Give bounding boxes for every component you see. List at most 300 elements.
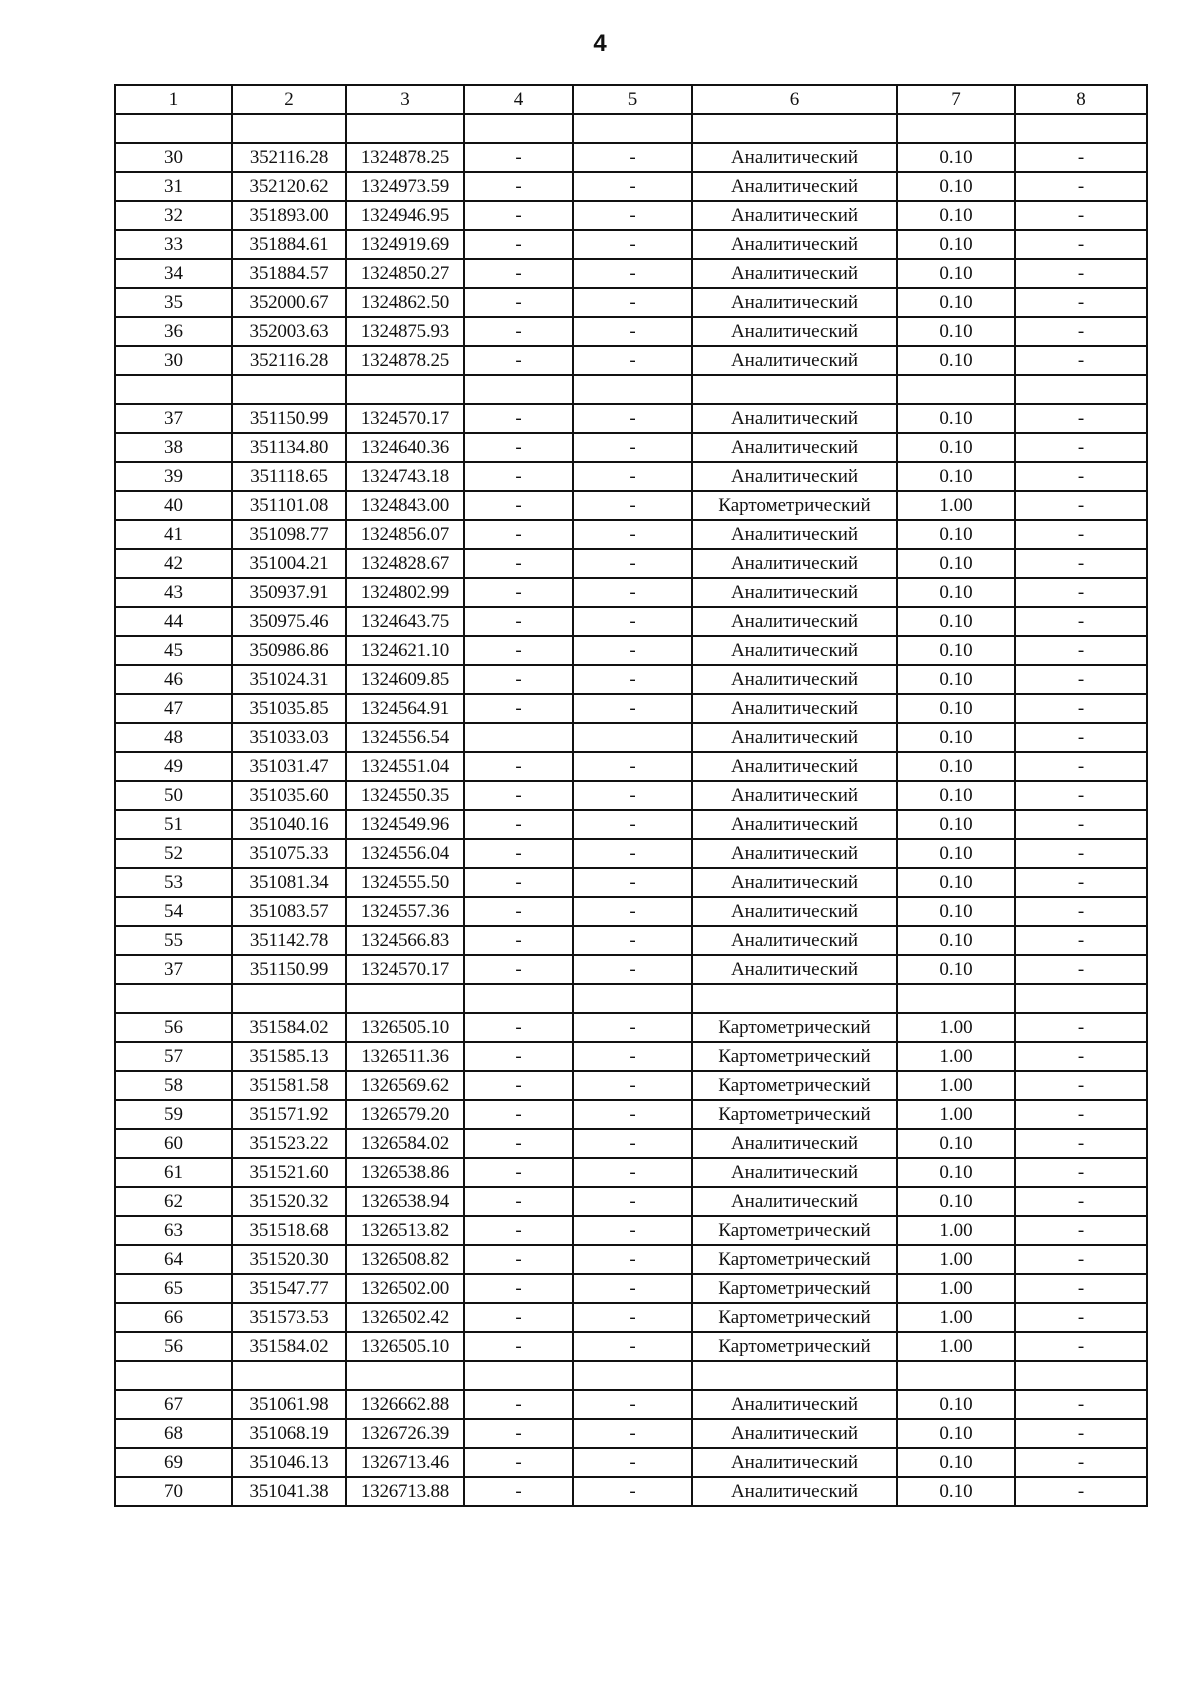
accuracy-cell: 0.10: [897, 172, 1015, 201]
column-5-cell: -: [573, 1419, 692, 1448]
point-number-cell: 37: [115, 955, 232, 984]
table-row: [115, 578, 1147, 607]
coordinate-y-cell: 1324570.17: [346, 404, 464, 433]
column-8-cell: -: [1015, 1129, 1147, 1158]
column-4-cell: -: [464, 1042, 573, 1071]
method-cell: Аналитический: [692, 549, 897, 578]
accuracy-cell: 0.10: [897, 1477, 1015, 1506]
method-cell: Аналитический: [692, 1448, 897, 1477]
table-row: [115, 1303, 1147, 1332]
column-header: 6: [692, 85, 897, 114]
column-5-cell: -: [573, 636, 692, 665]
point-number-cell: 68: [115, 1419, 232, 1448]
point-number-cell: 65: [115, 1274, 232, 1303]
table-header-row: [115, 85, 1147, 114]
column-8-cell: -: [1015, 317, 1147, 346]
table-row: [115, 549, 1147, 578]
column-4-cell: -: [464, 1071, 573, 1100]
method-cell: Картометрический: [692, 1042, 897, 1071]
column-8-cell: -: [1015, 897, 1147, 926]
column-5-cell: -: [573, 549, 692, 578]
point-number-cell: 67: [115, 1390, 232, 1419]
table-separator-row: [115, 375, 1147, 404]
method-cell: Картометрический: [692, 1245, 897, 1274]
column-8-cell: -: [1015, 1245, 1147, 1274]
column-4-cell: -: [464, 926, 573, 955]
column-5-cell: -: [573, 926, 692, 955]
column-8-cell: -: [1015, 1216, 1147, 1245]
column-4-cell: -: [464, 317, 573, 346]
table-row: [115, 404, 1147, 433]
coordinate-x-cell: 351585.13: [232, 1042, 346, 1071]
coordinate-x-cell: 351041.38: [232, 1477, 346, 1506]
point-number-cell: 56: [115, 1013, 232, 1042]
coordinate-y-cell: 1326502.00: [346, 1274, 464, 1303]
column-4-cell: -: [464, 1332, 573, 1361]
point-number-cell: 58: [115, 1071, 232, 1100]
coordinate-x-cell: 351033.03: [232, 723, 346, 752]
method-cell: Аналитический: [692, 926, 897, 955]
coordinate-y-cell: 1324878.25: [346, 346, 464, 375]
point-number-cell: 33: [115, 230, 232, 259]
coordinate-y-cell: 1324843.00: [346, 491, 464, 520]
column-8-cell: -: [1015, 404, 1147, 433]
table-row: [115, 897, 1147, 926]
column-8-cell: -: [1015, 1448, 1147, 1477]
column-5-cell: -: [573, 1042, 692, 1071]
method-cell: Аналитический: [692, 578, 897, 607]
column-4-cell: -: [464, 868, 573, 897]
table-row: [115, 1158, 1147, 1187]
column-5-cell: [573, 114, 692, 143]
column-header: 5: [573, 85, 692, 114]
column-8-cell: -: [1015, 665, 1147, 694]
column-5-cell: -: [573, 1216, 692, 1245]
column-4-cell: -: [464, 1245, 573, 1274]
column-header: 3: [346, 85, 464, 114]
column-5-cell: -: [573, 839, 692, 868]
method-cell: Аналитический: [692, 955, 897, 984]
column-5-cell: -: [573, 665, 692, 694]
column-8-cell: -: [1015, 1187, 1147, 1216]
column-4-cell: -: [464, 810, 573, 839]
column-8-cell: [1015, 114, 1147, 143]
coordinate-y-cell: 1326569.62: [346, 1071, 464, 1100]
method-cell: Аналитический: [692, 201, 897, 230]
accuracy-cell: 1.00: [897, 1100, 1015, 1129]
coordinate-y-cell: 1324557.36: [346, 897, 464, 926]
column-5-cell: -: [573, 172, 692, 201]
point-number-cell: 44: [115, 607, 232, 636]
column-5-cell: -: [573, 1013, 692, 1042]
column-4-cell: -: [464, 433, 573, 462]
coordinate-x-cell: 351884.61: [232, 230, 346, 259]
coordinate-x-cell: [232, 984, 346, 1013]
accuracy-cell: 0.10: [897, 926, 1015, 955]
column-5-cell: -: [573, 1448, 692, 1477]
method-cell: Аналитический: [692, 462, 897, 491]
point-number-cell: 50: [115, 781, 232, 810]
method-cell: Аналитический: [692, 1419, 897, 1448]
point-number-cell: 69: [115, 1448, 232, 1477]
table-row: [115, 1390, 1147, 1419]
column-4-cell: -: [464, 404, 573, 433]
coordinate-y-cell: 1326713.88: [346, 1477, 464, 1506]
column-8-cell: -: [1015, 694, 1147, 723]
column-4-cell: -: [464, 665, 573, 694]
column-5-cell: -: [573, 1129, 692, 1158]
column-8-cell: [1015, 1361, 1147, 1390]
accuracy-cell: 1.00: [897, 1332, 1015, 1361]
column-4-cell: [464, 114, 573, 143]
accuracy-cell: 1.00: [897, 1216, 1015, 1245]
column-5-cell: -: [573, 1158, 692, 1187]
column-4-cell: -: [464, 578, 573, 607]
table-row: [115, 1100, 1147, 1129]
column-5-cell: -: [573, 781, 692, 810]
method-cell: Аналитический: [692, 1187, 897, 1216]
coordinate-y-cell: 1324609.85: [346, 665, 464, 694]
coordinate-y-cell: 1326505.10: [346, 1013, 464, 1042]
method-cell: Аналитический: [692, 288, 897, 317]
column-8-cell: -: [1015, 143, 1147, 172]
coordinate-x-cell: 351061.98: [232, 1390, 346, 1419]
coordinate-x-cell: 351134.80: [232, 433, 346, 462]
point-number-cell: 53: [115, 868, 232, 897]
column-8-cell: -: [1015, 230, 1147, 259]
point-number-cell: 48: [115, 723, 232, 752]
point-number-cell: 45: [115, 636, 232, 665]
column-8-cell: [1015, 375, 1147, 404]
method-cell: [692, 984, 897, 1013]
column-5-cell: -: [573, 201, 692, 230]
column-8-cell: -: [1015, 491, 1147, 520]
point-number-cell: 57: [115, 1042, 232, 1071]
table-row: [115, 317, 1147, 346]
coordinate-x-cell: [232, 114, 346, 143]
column-4-cell: [464, 375, 573, 404]
table-row: [115, 868, 1147, 897]
method-cell: Аналитический: [692, 317, 897, 346]
coordinate-y-cell: 1324550.35: [346, 781, 464, 810]
coordinate-x-cell: 350937.91: [232, 578, 346, 607]
table-row: [115, 172, 1147, 201]
point-number-cell: 60: [115, 1129, 232, 1158]
column-4-cell: [464, 1361, 573, 1390]
coordinate-x-cell: 351081.34: [232, 868, 346, 897]
method-cell: Аналитический: [692, 1129, 897, 1158]
coordinate-y-cell: 1324875.93: [346, 317, 464, 346]
column-5-cell: -: [573, 259, 692, 288]
coordinate-x-cell: 351584.02: [232, 1013, 346, 1042]
method-cell: Аналитический: [692, 665, 897, 694]
accuracy-cell: 0.10: [897, 1448, 1015, 1477]
column-5-cell: [573, 1361, 692, 1390]
coordinate-x-cell: 351046.13: [232, 1448, 346, 1477]
table-row: [115, 1274, 1147, 1303]
coordinate-y-cell: 1326662.88: [346, 1390, 464, 1419]
coordinate-y-cell: 1326538.94: [346, 1187, 464, 1216]
column-4-cell: -: [464, 491, 573, 520]
column-5-cell: -: [573, 1390, 692, 1419]
method-cell: Картометрический: [692, 1100, 897, 1129]
method-cell: Аналитический: [692, 810, 897, 839]
column-5-cell: -: [573, 1477, 692, 1506]
column-8-cell: [1015, 984, 1147, 1013]
coordinate-x-cell: 351035.60: [232, 781, 346, 810]
column-5-cell: -: [573, 1274, 692, 1303]
coordinate-y-cell: [346, 984, 464, 1013]
coordinate-y-cell: 1324856.07: [346, 520, 464, 549]
table-row: [115, 433, 1147, 462]
column-5-cell: -: [573, 1245, 692, 1274]
method-cell: [692, 375, 897, 404]
accuracy-cell: 0.10: [897, 868, 1015, 897]
column-8-cell: -: [1015, 636, 1147, 665]
column-4-cell: -: [464, 781, 573, 810]
column-8-cell: -: [1015, 1100, 1147, 1129]
accuracy-cell: 0.10: [897, 404, 1015, 433]
table-row: [115, 288, 1147, 317]
column-8-cell: -: [1015, 288, 1147, 317]
column-4-cell: -: [464, 636, 573, 665]
point-number-cell: 61: [115, 1158, 232, 1187]
method-cell: Аналитический: [692, 752, 897, 781]
column-4-cell: -: [464, 1448, 573, 1477]
coordinate-y-cell: 1326508.82: [346, 1245, 464, 1274]
point-number-cell: 42: [115, 549, 232, 578]
column-4-cell: -: [464, 839, 573, 868]
column-8-cell: -: [1015, 578, 1147, 607]
method-cell: Аналитический: [692, 172, 897, 201]
coordinate-y-cell: 1324862.50: [346, 288, 464, 317]
coordinate-y-cell: 1324564.91: [346, 694, 464, 723]
coordinate-y-cell: 1326713.46: [346, 1448, 464, 1477]
coordinate-x-cell: 351520.32: [232, 1187, 346, 1216]
coordinate-x-cell: 351584.02: [232, 1332, 346, 1361]
table-separator-row: [115, 1361, 1147, 1390]
table-row: [115, 462, 1147, 491]
column-5-cell: [573, 984, 692, 1013]
point-number-cell: 70: [115, 1477, 232, 1506]
method-cell: Картометрический: [692, 1332, 897, 1361]
point-number-cell: 31: [115, 172, 232, 201]
point-number-cell: 62: [115, 1187, 232, 1216]
column-4-cell: -: [464, 1187, 573, 1216]
table-separator-row: [115, 984, 1147, 1013]
table-row: [115, 1071, 1147, 1100]
point-number-cell: [115, 114, 232, 143]
coordinate-x-cell: 351101.08: [232, 491, 346, 520]
column-5-cell: -: [573, 1187, 692, 1216]
column-8-cell: -: [1015, 1042, 1147, 1071]
column-4-cell: -: [464, 1158, 573, 1187]
accuracy-cell: 0.10: [897, 201, 1015, 230]
column-4-cell: -: [464, 549, 573, 578]
coordinate-y-cell: 1324556.04: [346, 839, 464, 868]
table-row: [115, 926, 1147, 955]
coordinates-table: [114, 84, 1148, 1507]
table-row: [115, 1448, 1147, 1477]
coordinate-x-cell: [232, 1361, 346, 1390]
method-cell: Картометрический: [692, 1013, 897, 1042]
point-number-cell: 32: [115, 201, 232, 230]
table-row: [115, 346, 1147, 375]
coordinate-y-cell: 1326579.20: [346, 1100, 464, 1129]
table-row: [115, 259, 1147, 288]
table-row: [115, 1042, 1147, 1071]
coordinate-x-cell: 351547.77: [232, 1274, 346, 1303]
table-row: [115, 665, 1147, 694]
accuracy-cell: 0.10: [897, 1187, 1015, 1216]
coordinate-x-cell: 351573.53: [232, 1303, 346, 1332]
column-4-cell: -: [464, 288, 573, 317]
point-number-cell: 37: [115, 404, 232, 433]
column-4-cell: -: [464, 1419, 573, 1448]
column-5-cell: -: [573, 520, 692, 549]
table-row: [115, 1245, 1147, 1274]
coordinate-y-cell: 1324643.75: [346, 607, 464, 636]
point-number-cell: 66: [115, 1303, 232, 1332]
point-number-cell: 30: [115, 143, 232, 172]
table-row: [115, 143, 1147, 172]
column-4-cell: -: [464, 1216, 573, 1245]
method-cell: Картометрический: [692, 1216, 897, 1245]
coordinate-y-cell: [346, 375, 464, 404]
column-5-cell: -: [573, 404, 692, 433]
coordinate-y-cell: 1326511.36: [346, 1042, 464, 1071]
coordinate-x-cell: 351150.99: [232, 404, 346, 433]
column-5-cell: -: [573, 955, 692, 984]
column-5-cell: -: [573, 143, 692, 172]
accuracy-cell: 0.10: [897, 143, 1015, 172]
table-row: [115, 636, 1147, 665]
accuracy-cell: 0.10: [897, 636, 1015, 665]
column-4-cell: -: [464, 897, 573, 926]
method-cell: Аналитический: [692, 230, 897, 259]
column-5-cell: -: [573, 607, 692, 636]
table-row: [115, 1477, 1147, 1506]
accuracy-cell: 1.00: [897, 1303, 1015, 1332]
point-number-cell: [115, 1361, 232, 1390]
table-row: [115, 955, 1147, 984]
accuracy-cell: [897, 984, 1015, 1013]
column-4-cell: -: [464, 172, 573, 201]
column-5-cell: -: [573, 317, 692, 346]
method-cell: Аналитический: [692, 868, 897, 897]
accuracy-cell: 1.00: [897, 1071, 1015, 1100]
column-8-cell: -: [1015, 955, 1147, 984]
coordinate-y-cell: 1326505.10: [346, 1332, 464, 1361]
accuracy-cell: 0.10: [897, 752, 1015, 781]
coordinate-x-cell: 351150.99: [232, 955, 346, 984]
coordinate-y-cell: 1326502.42: [346, 1303, 464, 1332]
column-8-cell: -: [1015, 172, 1147, 201]
coordinate-y-cell: 1324802.99: [346, 578, 464, 607]
coordinate-x-cell: 352116.28: [232, 143, 346, 172]
accuracy-cell: 0.10: [897, 955, 1015, 984]
table-row: [115, 781, 1147, 810]
column-8-cell: -: [1015, 752, 1147, 781]
column-8-cell: -: [1015, 1390, 1147, 1419]
point-number-cell: 40: [115, 491, 232, 520]
method-cell: Аналитический: [692, 520, 897, 549]
coordinate-x-cell: 351884.57: [232, 259, 346, 288]
coordinate-y-cell: 1326513.82: [346, 1216, 464, 1245]
coordinate-y-cell: 1324640.36: [346, 433, 464, 462]
column-8-cell: -: [1015, 781, 1147, 810]
column-4-cell: -: [464, 346, 573, 375]
column-5-cell: -: [573, 578, 692, 607]
point-number-cell: 52: [115, 839, 232, 868]
coordinate-y-cell: 1324566.83: [346, 926, 464, 955]
column-4-cell: -: [464, 1274, 573, 1303]
column-5-cell: -: [573, 288, 692, 317]
accuracy-cell: 0.10: [897, 1158, 1015, 1187]
column-8-cell: -: [1015, 607, 1147, 636]
column-8-cell: -: [1015, 259, 1147, 288]
column-4-cell: -: [464, 462, 573, 491]
coordinate-y-cell: 1326538.86: [346, 1158, 464, 1187]
table-separator-row: [115, 114, 1147, 143]
point-number-cell: 34: [115, 259, 232, 288]
accuracy-cell: 0.10: [897, 578, 1015, 607]
column-8-cell: -: [1015, 1274, 1147, 1303]
column-4-cell: -: [464, 1129, 573, 1158]
column-5-cell: -: [573, 346, 692, 375]
method-cell: Аналитический: [692, 143, 897, 172]
column-5-cell: -: [573, 810, 692, 839]
column-5-cell: -: [573, 1332, 692, 1361]
accuracy-cell: 0.10: [897, 665, 1015, 694]
accuracy-cell: [897, 375, 1015, 404]
column-4-cell: -: [464, 752, 573, 781]
column-header: 8: [1015, 85, 1147, 114]
column-5-cell: -: [573, 433, 692, 462]
column-8-cell: -: [1015, 839, 1147, 868]
accuracy-cell: 0.10: [897, 462, 1015, 491]
point-number-cell: 59: [115, 1100, 232, 1129]
table-row: [115, 1129, 1147, 1158]
coordinate-x-cell: 351118.65: [232, 462, 346, 491]
coordinate-x-cell: 351035.85: [232, 694, 346, 723]
column-5-cell: -: [573, 897, 692, 926]
column-8-cell: -: [1015, 1477, 1147, 1506]
coordinate-y-cell: 1324570.17: [346, 955, 464, 984]
coordinate-y-cell: 1324946.95: [346, 201, 464, 230]
table-row: [115, 1332, 1147, 1361]
accuracy-cell: 0.10: [897, 433, 1015, 462]
column-8-cell: -: [1015, 810, 1147, 839]
column-4-cell: -: [464, 201, 573, 230]
table-row: [115, 1013, 1147, 1042]
column-4-cell: -: [464, 955, 573, 984]
coordinate-x-cell: 352116.28: [232, 346, 346, 375]
accuracy-cell: 0.10: [897, 723, 1015, 752]
point-number-cell: 43: [115, 578, 232, 607]
column-8-cell: -: [1015, 1419, 1147, 1448]
accuracy-cell: 0.10: [897, 694, 1015, 723]
coordinate-y-cell: 1326726.39: [346, 1419, 464, 1448]
method-cell: Аналитический: [692, 346, 897, 375]
method-cell: Аналитический: [692, 839, 897, 868]
point-number-cell: [115, 375, 232, 404]
table-row: [115, 607, 1147, 636]
point-number-cell: 64: [115, 1245, 232, 1274]
coordinate-y-cell: 1324556.54: [346, 723, 464, 752]
coordinate-x-cell: 351040.16: [232, 810, 346, 839]
coordinate-x-cell: 351098.77: [232, 520, 346, 549]
